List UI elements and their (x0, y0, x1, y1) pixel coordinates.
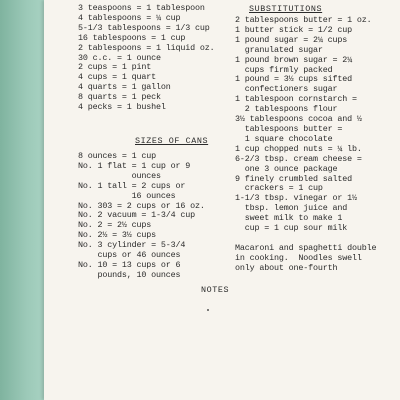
measure-line: 2 cups = 1 pint (78, 62, 152, 73)
can-size-line: No. 10 = 13 cups or 6 (78, 259, 181, 270)
substitution-line: only about one-fourth (235, 262, 338, 273)
cans-heading: SIZES OF CANS (135, 136, 209, 146)
can-size-line: 8 ounces = 1 cup (78, 151, 157, 161)
substitution-line: 1 tablespoon cornstarch = (235, 94, 357, 105)
can-size-line: No. 1 flat = 1 cup or 9 (78, 160, 191, 171)
can-size-line: No. 303 = 2 cups or 16 oz. (78, 200, 205, 211)
substitutions-column (235, 16, 376, 274)
measure-line: 4 tablespoons = ¼ cup (78, 12, 181, 23)
measure-line: 3 teaspoons = 1 tablespoon (78, 3, 205, 13)
can-size-line: No. 1 tall = 2 cups or (78, 180, 186, 191)
substitution-line: 2 tablespoons flour (235, 104, 338, 115)
substitution-line: 9 finely crumbled salted (235, 173, 353, 184)
measure-line: 4 quarts = 1 gallon (78, 82, 171, 93)
notes-heading: NOTES (201, 285, 230, 295)
measure-line: 8 quarts = 1 peck (78, 92, 161, 103)
measure-line: 4 cups = 1 quart (78, 72, 157, 83)
substitution-line: 1 square chocolate (235, 133, 333, 144)
measure-line: 5-1/3 tablespoons = 1/3 cup (78, 22, 210, 33)
substitution-line: Macaroni and spaghetti double (235, 242, 377, 253)
substitution-line: cups firmly packed (235, 64, 333, 75)
can-size-line: 16 ounces (78, 190, 176, 201)
substitution-line: tablespoons butter = (235, 123, 343, 134)
can-size-line: pounds, 10 ounces (78, 269, 181, 280)
can-size-line: cups or 46 ounces (78, 250, 181, 261)
cookbook-page (44, 0, 400, 400)
substitutions-heading: SUBSTITUTIONS (249, 4, 323, 14)
substitution-line: 1 pound = 3½ cups sifted (235, 74, 353, 85)
can-size-line: ounces (78, 170, 161, 181)
substitution-line: 1 cup chopped nuts = ¼ lb. (235, 143, 362, 154)
can-size-line: No. 3 cylinder = 5-3/4 (78, 240, 186, 251)
substitution-line: cup = 1 cup sour milk (235, 223, 348, 234)
substitution-line: 6-2/3 tbsp. cream cheese = (235, 153, 362, 164)
can-size-line: No. 2½ = 3½ cups (78, 230, 157, 241)
substitution-line: one 3 ounce package (235, 163, 338, 174)
substitution-line: 1 pound brown sugar = 2¼ (235, 54, 353, 65)
can-size-line: No. 2 vacuum = 1-3/4 cup (78, 210, 196, 221)
can-size-line: No. 2 = 2½ cups (78, 220, 152, 231)
page-mark (207, 309, 209, 311)
substitution-line: 2 tablespoons butter = 1 oz. (235, 15, 372, 25)
cans-column (78, 152, 205, 281)
substitution-line: 1 butter stick = 1/2 cup (235, 24, 353, 35)
substitution-line: tbsp. lemon juice and (235, 203, 348, 214)
measures-column (78, 4, 215, 113)
substitution-line: 1-1/3 tbsp. vinegar or 1½ (235, 193, 357, 204)
substitution-line: 3½ tablespoons cocoa and ½ (235, 114, 362, 125)
measure-line: 16 tablespoons = 1 cup (78, 32, 186, 43)
substitution-line: sweet milk to make 1 (235, 213, 343, 224)
measure-line: 4 pecks = 1 bushel (78, 102, 166, 113)
substitution-line: 1 pound sugar = 2¼ cups (235, 34, 348, 45)
measure-line: 30 c.c. = 1 ounce (78, 52, 161, 63)
substitution-line: in cooking. Noodles swell (235, 252, 362, 263)
binder-spine (0, 0, 44, 400)
substitution-line: crackers = 1 cup (235, 183, 323, 194)
measure-line: 2 tablespoons = 1 liquid oz. (78, 42, 215, 53)
substitution-line: confectioners sugar (235, 84, 338, 95)
substitution-line: granulated sugar (235, 44, 323, 55)
